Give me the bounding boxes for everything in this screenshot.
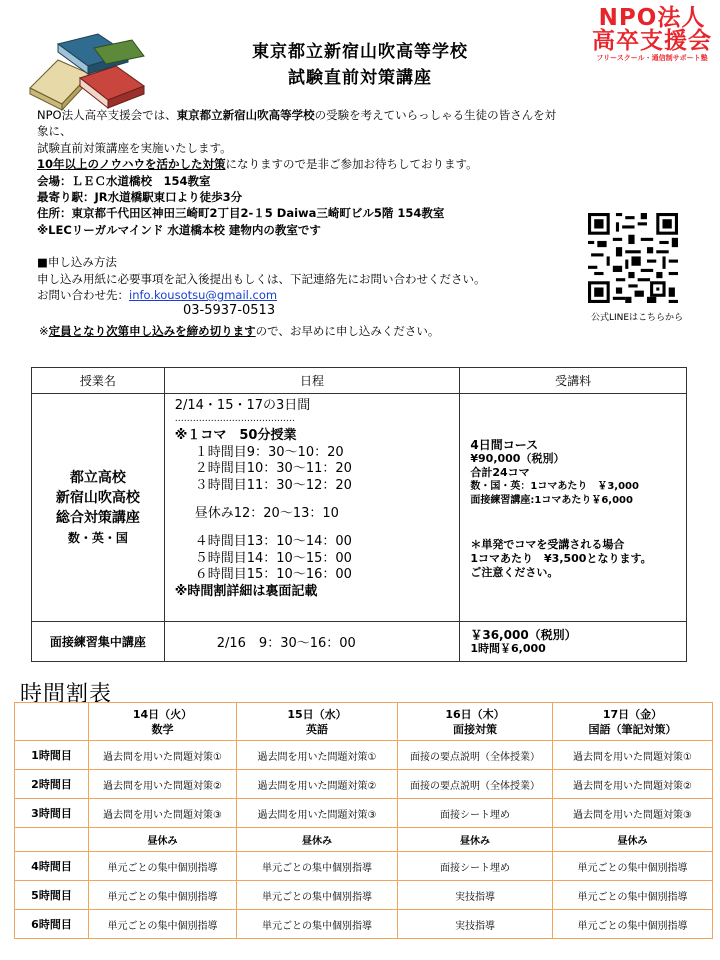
period-label (15, 828, 89, 852)
period-label: 6時間目 (15, 910, 89, 939)
timetable-cell: 過去問を用いた問題対策① (553, 741, 713, 770)
timetable-heading: 時間割表 (20, 682, 113, 707)
timetable-cell: 実技指導 (398, 881, 553, 910)
timetable-cell: 面接シート埋め (398, 799, 553, 828)
schedule-koma: ※１コマ 50分授業 (174, 428, 297, 444)
timetable-cell: 単元ごとの集中個別指導 (553, 852, 713, 881)
period-label: 3時間目 (15, 799, 89, 828)
fee-line: ¥90,000（税別） (470, 452, 565, 465)
timetable-cell: 過去問を用いた問題対策① (89, 741, 237, 770)
page-subtitle: 試験直前対策講座 (288, 68, 432, 88)
intro-section (37, 107, 567, 339)
fee-line: 面接練習講座:1コマあたり￥6,000 (470, 495, 633, 506)
schedule-lunch: 昼休み12：20〜13：10 (194, 506, 339, 522)
intro-text: NPO法人高卒支援会では、 (37, 108, 177, 122)
timetable-cell: 実技指導 (398, 910, 553, 939)
timetable-day-header (237, 703, 398, 741)
fee-line: 数・国・英：1コマあたり ￥3,000 (470, 481, 639, 492)
address: 住所：東京都千代田区神田三崎町2丁目2-１5 Daiwa三崎町ビル5階 154教室 (37, 206, 445, 221)
day-date: 17日（金） (602, 707, 663, 721)
schedule-period: ５時間目14：10〜15：00 (194, 550, 352, 566)
day-subject: 英語 (306, 722, 328, 736)
course-header-schedule: 日程 (164, 368, 460, 394)
timetable-cell: 単元ごとの集中個別指導 (237, 852, 398, 881)
page-title: 東京都立新宿山吹高等学校 (252, 42, 468, 62)
timetable-cell: 過去問を用いた問題対策③ (89, 799, 237, 828)
timetable-cell: 面接の要点説明（全体授業） (398, 770, 553, 799)
timetable-cell: 面接シート埋め (398, 852, 553, 881)
day-date: 15日（水） (287, 707, 347, 721)
course-header-fee: 受講料 (460, 368, 687, 394)
day-subject: 面接対策 (453, 722, 497, 736)
timetable-row (15, 852, 713, 881)
intro-text: 試験直前対策講座を実施いたします。 (37, 140, 232, 155)
timetable (14, 702, 713, 939)
apply-heading: ■申し込み方法 (37, 255, 117, 270)
course-name-line: 都立高校 (69, 469, 126, 486)
deadline-text: ※ (39, 323, 49, 338)
intro-text: になりますので是非ご参加お待ちしております。 (225, 157, 478, 172)
schedule-period: ４時間目13：10〜14：00 (194, 534, 352, 550)
logo-line3: フリースクール・通信制サポート塾 (596, 54, 708, 62)
course-header-name: 授業名 (32, 368, 165, 394)
intro-school-name: 東京都立新宿山吹高等学校 (176, 108, 315, 122)
schedule-divider: ‥‥‥‥‥‥‥‥‥‥‥‥‥‥‥‥‥‥‥‥ (174, 414, 295, 425)
timetable-cell: 単元ごとの集中個別指導 (553, 910, 713, 939)
schedule-period: ６時間目15：10〜16：00 (194, 567, 352, 583)
timetable-cell: 単元ごとの集中個別指導 (237, 910, 398, 939)
schedule-dates: 2/14・15・17の3日間 (174, 398, 311, 413)
course-schedule-interview: 2/16 9：30〜16：00 (164, 622, 460, 662)
course-subjects: 数・英・国 (67, 530, 128, 545)
course-fee-interview (460, 622, 687, 662)
timetable-cell: 過去問を用いた問題対策② (89, 770, 237, 799)
timetable-cell: 単元ごとの集中個別指導 (89, 852, 237, 881)
timetable-cell: 昼休み (398, 828, 553, 852)
timetable-day-header (553, 703, 713, 741)
timetable-row (15, 741, 713, 770)
fee-line: 合計24コマ (470, 466, 530, 479)
fee-note: ご注意ください。 (470, 566, 559, 579)
fee-line: 1時間￥6,000 (470, 641, 546, 655)
line-qr-code-icon[interactable] (588, 213, 678, 303)
timetable-cell: 過去問を用いた問題対策② (553, 770, 713, 799)
timetable-row (15, 799, 713, 828)
period-label: 5時間目 (15, 881, 89, 910)
intro-text: の受験を考えていらっしゃる生徒の皆さんを対象に、 (37, 108, 557, 139)
venue: 会場：ＬＥＣ水道橋校 154教室 (37, 173, 211, 188)
deadline-text: ので、お早めに申し込みください。 (255, 323, 440, 338)
day-date: 14日（火） (132, 707, 193, 721)
schedule-period: ３時間目11：30〜12：20 (194, 477, 352, 493)
schedule-period: １時間目9：30〜10：20 (194, 444, 344, 460)
intro-highlight: 10年以上のノウハウを活かした対策 (37, 157, 226, 172)
timetable-cell: 過去問を用いた問題対策① (237, 741, 398, 770)
timetable-row (15, 881, 713, 910)
apply-text: 申し込み用紙に必要事項を記入後提出もしくは、下記連絡先にお問い合わせください。 (37, 271, 486, 286)
course-schedule-main (164, 394, 460, 622)
fee-line: 4日間コース (470, 438, 539, 452)
period-label: 1時間目 (15, 741, 89, 770)
nearest-station: 最寄り駅：JR水道橋駅東口より徒歩3分 (37, 190, 243, 205)
venue-note: ※LECリーガルマインド 水道橋本校 建物内の教室です (37, 222, 321, 237)
timetable-cell: 過去問を用いた問題対策③ (237, 799, 398, 828)
fee-note: ＊単発でコマを受講される場合 (470, 538, 625, 551)
schedule-note: ※時間割詳細は裏面記載 (174, 583, 318, 599)
timetable-cell: 昼休み (553, 828, 713, 852)
timetable-cell: 昼休み (89, 828, 237, 852)
day-subject: 国語（筆記対策） (588, 722, 677, 736)
npo-logo (590, 6, 714, 63)
email-link[interactable]: info.kousotsu@gmail.com (129, 288, 278, 303)
fee-note: 1コマあたり ¥3,500となります。 (470, 552, 652, 565)
timetable-cell: 過去問を用いた問題対策③ (553, 799, 713, 828)
course-fee-main (460, 394, 687, 622)
contact-label: お問い合わせ先： (37, 288, 129, 303)
timetable-cell: 単元ごとの集中個別指導 (89, 910, 237, 939)
timetable-day-header (398, 703, 553, 741)
course-name-main (32, 394, 165, 622)
qr-caption: 公式LINEはこちらから (590, 313, 684, 323)
timetable-row (15, 770, 713, 799)
timetable-day-header (89, 703, 237, 741)
phone-number: 03-5937-0513 (183, 303, 276, 319)
day-subject: 数学 (151, 722, 174, 736)
schedule-period: ２時間目10：30〜11：20 (194, 461, 352, 477)
fee-line: ￥36,000（税別） (470, 627, 577, 642)
timetable-cell: 過去問を用いた問題対策② (237, 770, 398, 799)
course-name-line: 総合対策講座 (55, 509, 140, 526)
period-label: 2時間目 (15, 770, 89, 799)
course-name-interview: 面接練習集中講座 (32, 622, 165, 662)
course-name-line: 新宿山吹高校 (55, 489, 140, 506)
timetable-cell: 単元ごとの集中個別指導 (553, 881, 713, 910)
timetable-row-lunch (15, 828, 713, 852)
deadline-highlight: 定員となり次第申し込みを締め切ります (48, 323, 256, 338)
timetable-cell: 単元ごとの集中個別指導 (89, 881, 237, 910)
timetable-corner (15, 703, 89, 741)
timetable-cell: 面接の要点説明（全体授業） (398, 741, 553, 770)
period-label: 4時間目 (15, 852, 89, 881)
timetable-cell: 単元ごとの集中個別指導 (237, 881, 398, 910)
timetable-row (15, 910, 713, 939)
timetable-cell: 昼休み (237, 828, 398, 852)
course-table (31, 367, 687, 662)
logo-line1: NPO法人 (598, 5, 706, 31)
logo-line2: 高卒支援会 (592, 28, 712, 54)
day-date: 16日（木） (445, 707, 505, 721)
